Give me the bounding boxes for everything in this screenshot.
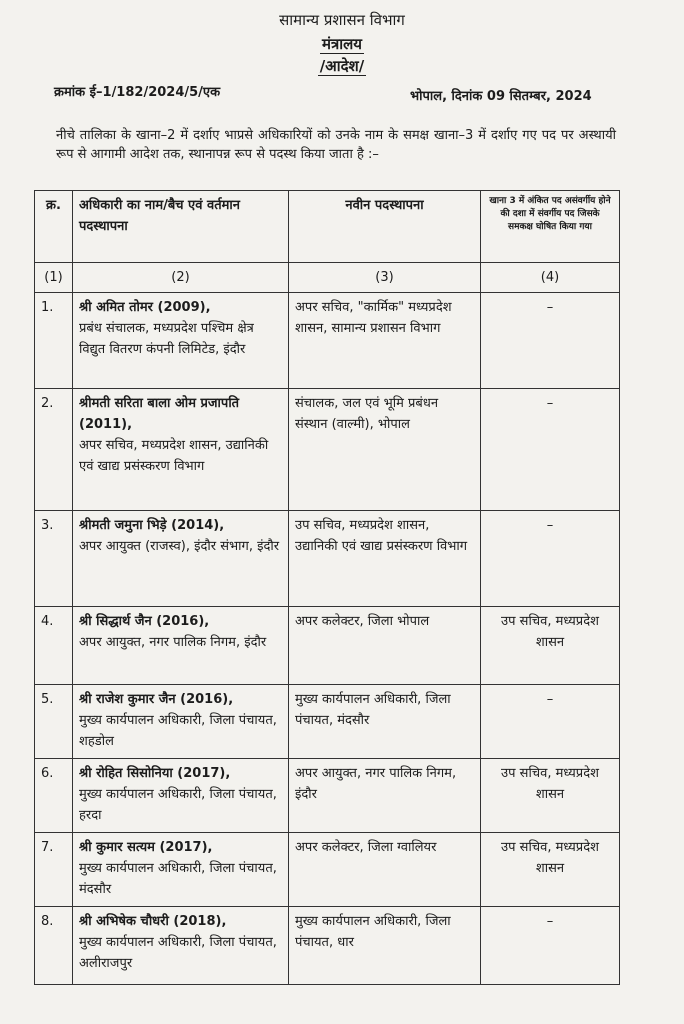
table-row xyxy=(35,511,620,607)
row-sn: 8. xyxy=(35,907,73,985)
officer-name: श्रीमती सरिता बाला ओम प्रजापति (2011), xyxy=(79,396,240,432)
officer-name: श्री अमित तोमर (2009), xyxy=(79,300,211,315)
current-posting: मुख्य कार्यपालन अधिकारी, जिला पंचायत, हरदा xyxy=(79,787,277,823)
current-posting: प्रबंध संचालक, मध्यप्रदेश पश्चिम क्षेत्र विद्युत वितरण कंपनी लिमिटेड, इंदौर xyxy=(79,321,254,357)
row-new-posting: अपर कलेक्टर, जिला भोपाल xyxy=(289,607,481,685)
intro-paragraph: नीचे तालिका के खाना–2 में दर्शाए भाप्रसे अधिकारियों को उनके नाम के समक्ष खाना–3 में दर्शाए गए पद पर अस्थायी रूप से आगामी आदेश तक, स्थानापन्न रूप से पदस्थ किया जाता है :– xyxy=(56,128,616,162)
officer-name: श्रीमती जमुना भिड़े (2014), xyxy=(79,518,225,533)
header-name: अधिकारी का नाम/बैच एवं वर्तमान पदस्थापना xyxy=(73,191,289,263)
officer-name: श्री रोहित सिसोनिया (2017), xyxy=(79,766,231,781)
table-row xyxy=(35,607,620,685)
current-posting: अपर आयुक्त (राजस्व), इंदौर संभाग, इंदौर xyxy=(79,539,280,554)
table-row xyxy=(35,907,620,985)
header-new-posting: नवीन पदस्थापना xyxy=(289,191,481,263)
col-index: (1) xyxy=(35,263,73,293)
row-note: – xyxy=(481,389,620,511)
row-new-posting: अपर सचिव, "कार्मिक" मध्यप्रदेश शासन, सामान्य प्रशासन विभाग xyxy=(289,293,481,389)
current-posting: अपर आयुक्त, नगर पालिक निगम, इंदौर xyxy=(79,635,267,650)
row-sn: 4. xyxy=(35,607,73,685)
officer-name: श्री सिद्धार्थ जैन (2016), xyxy=(79,614,210,629)
ministry-text: मंत्रालय xyxy=(321,35,362,53)
row-sn: 5. xyxy=(35,685,73,759)
place-date: भोपाल, दिनांक 09 सितम्बर, 2024 xyxy=(410,89,592,104)
row-note: – xyxy=(481,685,620,759)
row-officer xyxy=(73,511,289,607)
row-new-posting: अपर कलेक्टर, जिला ग्वालियर xyxy=(289,833,481,907)
col-index: (4) xyxy=(481,263,620,293)
row-sn: 7. xyxy=(35,833,73,907)
row-new-posting: संचालक, जल एवं भूमि प्रबंधन संस्थान (वाल्मी), भोपाल xyxy=(289,389,481,511)
row-officer xyxy=(73,907,289,985)
row-officer xyxy=(73,389,289,511)
dept-heading: सामान्य प्रशासन विभाग xyxy=(279,11,405,29)
officer-name: श्री अभिषेक चौधरी (2018), xyxy=(79,914,227,929)
column-index-row xyxy=(35,263,620,293)
current-posting: मुख्य कार्यपालन अधिकारी, जिला पंचायत, मंदसौर xyxy=(79,861,277,897)
header-note: खाना 3 में अंकित पद असंवर्गीय होने की दशा में संवर्गीय पद जिसके समकक्ष घोषित किया गया xyxy=(481,191,620,263)
header-sn: क्र. xyxy=(35,191,73,263)
current-posting: अपर सचिव, मध्यप्रदेश शासन, उद्यानिकी एवं खाद्य प्रसंस्करण विभाग xyxy=(79,438,269,474)
current-posting: मुख्य कार्यपालन अधिकारी, जिला पंचायत, अलीराजपुर xyxy=(79,935,277,971)
row-officer xyxy=(73,685,289,759)
row-officer xyxy=(73,293,289,389)
row-officer xyxy=(73,607,289,685)
row-sn: 2. xyxy=(35,389,73,511)
table-header-row xyxy=(35,191,620,263)
row-sn: 1. xyxy=(35,293,73,389)
row-sn: 3. xyxy=(35,511,73,607)
row-note: – xyxy=(481,293,620,389)
row-note: – xyxy=(481,511,620,607)
row-new-posting: अपर आयुक्त, नगर पालिक निगम, इंदौर xyxy=(289,759,481,833)
current-posting: मुख्य कार्यपालन अधिकारी, जिला पंचायत, शहडोल xyxy=(79,713,277,749)
order-text: /आदेश/ xyxy=(319,57,365,75)
table-row xyxy=(35,833,620,907)
col-index: (2) xyxy=(73,263,289,293)
ministry-heading xyxy=(0,34,684,54)
row-note: – xyxy=(481,907,620,985)
table-row xyxy=(35,389,620,511)
reference-number: क्रमांक ई–1/182/2024/5/एक xyxy=(54,85,221,100)
row-officer xyxy=(73,759,289,833)
row-new-posting: मुख्य कार्यपालन अधिकारी, जिला पंचायत, मंदसौर xyxy=(289,685,481,759)
col-index: (3) xyxy=(289,263,481,293)
row-sn: 6. xyxy=(35,759,73,833)
table-row xyxy=(35,685,620,759)
row-note: उप सचिव, मध्यप्रदेश शासन xyxy=(481,759,620,833)
table-row xyxy=(35,759,620,833)
officer-name: श्री राजेश कुमार जैन (2016), xyxy=(79,692,234,707)
postings-table xyxy=(34,190,620,985)
order-heading xyxy=(0,56,684,76)
table-row xyxy=(35,293,620,389)
row-officer xyxy=(73,833,289,907)
row-new-posting: उप सचिव, मध्यप्रदेश शासन, उद्यानिकी एवं खाद्य प्रसंस्करण विभाग xyxy=(289,511,481,607)
officer-name: श्री कुमार सत्यम (2017), xyxy=(79,840,213,855)
row-new-posting: मुख्य कार्यपालन अधिकारी, जिला पंचायत, धार xyxy=(289,907,481,985)
row-note: उप सचिव, मध्यप्रदेश शासन xyxy=(481,607,620,685)
row-note: उप सचिव, मध्यप्रदेश शासन xyxy=(481,833,620,907)
